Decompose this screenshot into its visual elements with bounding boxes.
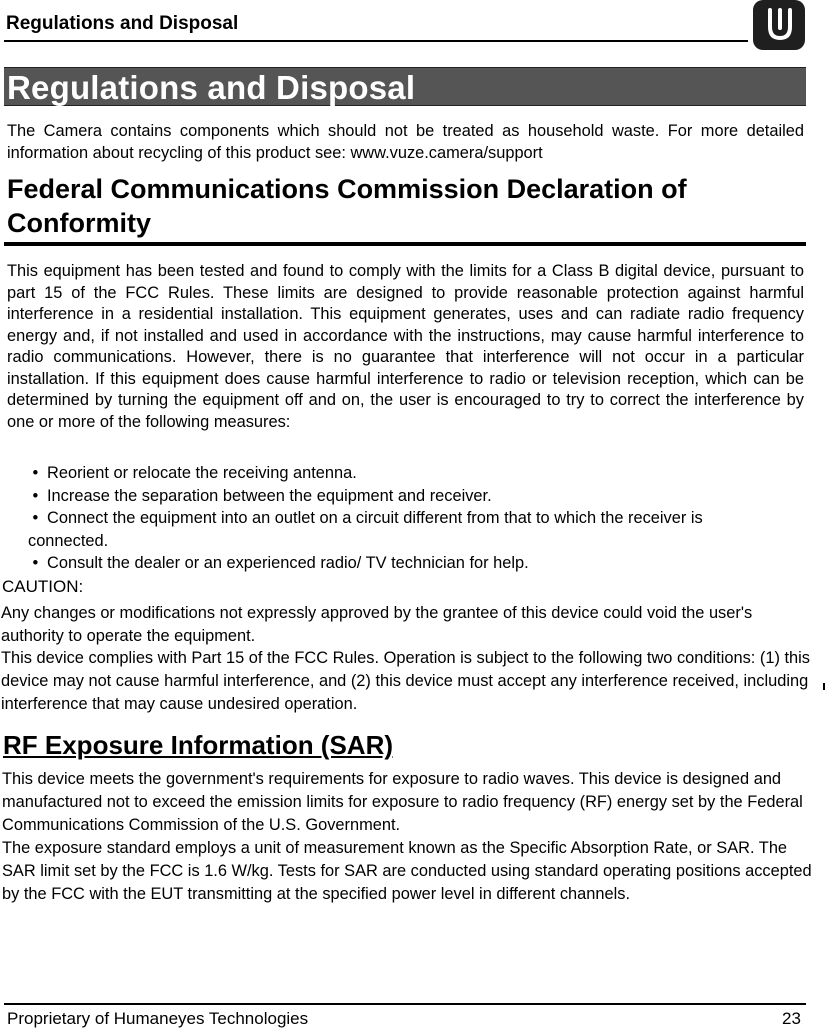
caution-label: CAUTION: [2, 577, 84, 596]
fcc-heading: Federal Communications Commission Declaration of Conformity [7, 174, 687, 238]
footer-divider [4, 1003, 806, 1005]
caution-text: Any changes or modifications not expressly approved by the grantee of this device could void the user's authority to operate the equipment. [1, 604, 753, 645]
page-number: 23 [782, 1009, 801, 1028]
intro-paragraph: The Camera contains components which should not be treated as household waste. For more detailed information about recycling of this product see: www.vuze.camera/support [7, 122, 804, 162]
sar-heading: RF Exposure Information (SAR) [3, 730, 394, 760]
sar-paragraph-1: This device meets the government's requirements for exposure to radio waves. This device is designed and manufactured not to exceed the emission limits for exposure to radio frequency (RF) energy set by the Federal Communications Commission of the U.S. Government. [2, 770, 803, 834]
vuze-logo-icon [753, 0, 805, 50]
footer-company: Proprietary of Humaneyes Technologies [7, 1009, 309, 1028]
sar-paragraph-2: The exposure standard employs a unit of measurement known as the Specific Absorption Rate, or SAR. The SAR limit set by the FCC is 1.6 W/kg. Tests for SAR are conducted using standard operating positions accepted by the FCC with the EUT transmitting at the specified power level in different channels. [2, 839, 812, 903]
section-title: Regulations and Disposal [7, 69, 416, 106]
fcc-body-paragraph: This equipment has been tested and found to comply with the limits for a Class B digital device, pursuant to part 15 of the FCC Rules. These limits are designed to provide reasonable protection against harmful interference in a residential installation. This equipment generates, uses and can radiate radio frequency energy and, if not installed and used in accordance with the instructions, may cause harmful interference to radio communications. However, there is no guarantee that interference will not occur in a particular installation. If this equipment does cause harmful interference to radio or television reception, which can be determined by turning the equipment off and on, the user is encouraged to try to correct the interference by one or more of the following measures: [7, 262, 804, 431]
list-item: • Increase the separation between the equipment and receiver. [28, 486, 492, 505]
fcc-divider [4, 242, 806, 246]
header-divider [4, 40, 748, 42]
section-title-banner [4, 67, 806, 106]
list-item: • Reorient or relocate the receiving antenna. [28, 464, 357, 482]
measures-list [28, 462, 808, 575]
compliance-text: This device complies with Part 15 of the FCC Rules. Operation is subject to the following two conditions: (1) this device may not cause harmful interference, and (2) this device must accept any interference received, including interference that may cause undesired operation. [1, 649, 810, 713]
edge-mark [823, 683, 825, 690]
list-item: • Consult the dealer or an experienced radio/ TV technician for help. [28, 554, 529, 572]
list-item-continuation: connected. [28, 531, 109, 550]
header-title: Regulations and Disposal [6, 13, 239, 34]
list-item: • Connect the equipment into an outlet on a circuit different from that to which the receiver is [28, 509, 703, 527]
